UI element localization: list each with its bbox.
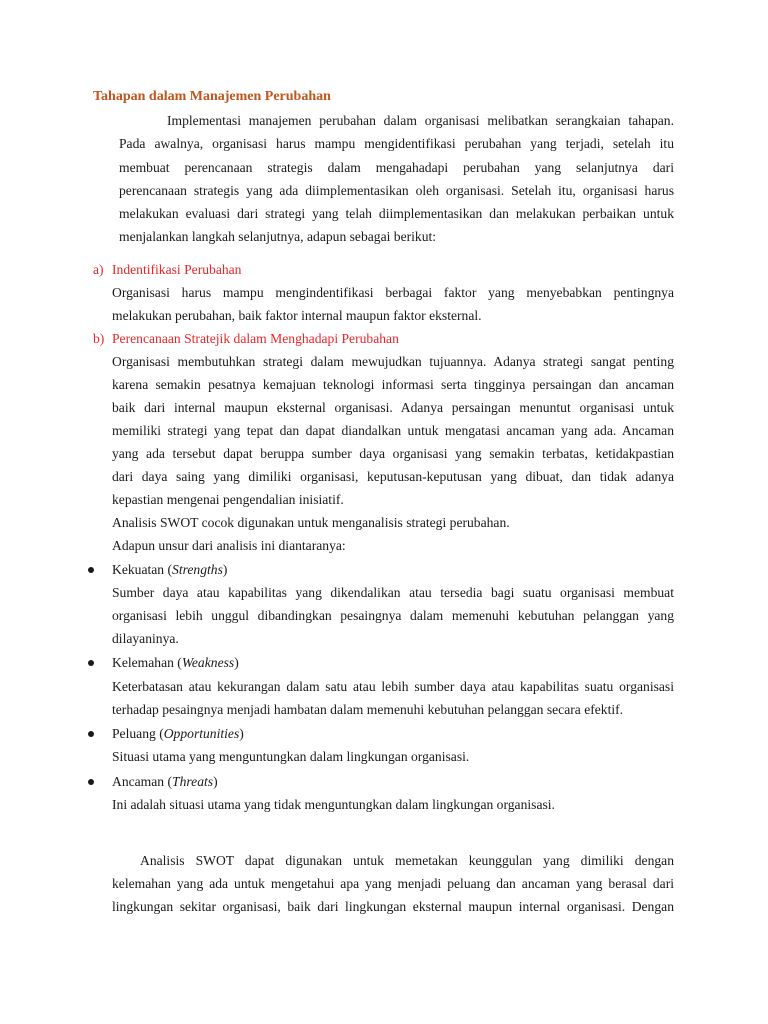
- section-b-line: baik dari internal maupun eksternal organisasi. Adanya persaingan menuntut organisasi untuk: [112, 400, 674, 415]
- bullet-dot: [88, 779, 94, 785]
- section-a-line: Organisasi harus mampu mengindentifikasi berbagai faktor yang menyebabkan pentingnya: [112, 285, 674, 300]
- closing-line: lingkungan sekitar organisasi, baik dari lingkungan eksternal maupun internal organisasi. Dengan: [112, 899, 674, 914]
- bullet-heading-opportunities: Peluang (Opportunities): [112, 726, 244, 741]
- bullet-dot: [88, 731, 94, 737]
- section-b-line: karena semakin pesatnya kemajuan teknologi informasi serta tingginya persaingan dan ancaman: [112, 377, 674, 392]
- bullet-heading-weakness: Kelemahan (Weakness): [112, 655, 239, 670]
- section-heading: Tahapan dalam Manajemen Perubahan: [93, 89, 331, 104]
- closing-line: kelemahan yang ada untuk mengetahui apa yang menjadi peluang dan ancaman yang berasal dari: [112, 876, 674, 891]
- section-b-line: kepastian mengenai pengendalian inisiatif.: [112, 492, 344, 507]
- intro-line: melakukan evaluasi dari strategi yang telah diimplementasikan dan melakukan perbaikan untuk: [119, 206, 674, 221]
- section-a-line: melakukan perubahan, baik faktor internal maupun faktor eksternal.: [112, 308, 482, 323]
- intro-line: Pada awalnya, organisasi harus mampu mengidentifikasi perubahan yang terjadi, setelah itu: [119, 136, 674, 151]
- bullet-heading-threats: Ancaman (Threats): [112, 774, 218, 789]
- bullet-line: Ini adalah situasi utama yang tidak menguntungkan dalam lingkungan organisasi.: [112, 797, 555, 812]
- bullet-line: dilayaninya.: [112, 631, 179, 646]
- section-b-line: yang ada tersebut dapat beruppa sumber daya organisasi yang semakin terbatas, ketidakpastian: [112, 446, 674, 461]
- intro-line: menjalankan langkah selanjutnya, adapun sebagai berikut:: [119, 229, 437, 244]
- intro-line: membuat perencanaan strategis dalam mengahadapi perubahan yang selanjutnya dari: [119, 160, 674, 175]
- bullet-line: Sumber daya atau kapabilitas yang dikendalikan atau tersedia bagi suatu organisasi membuat: [112, 585, 674, 600]
- bullet-line: Keterbatasan atau kekurangan dalam satu atau lebih sumber daya atau kapabilitas suatu organisasi: [112, 679, 674, 694]
- intro-line: Implementasi manajemen perubahan dalam organisasi melibatkan serangkaian tahapan.: [167, 113, 674, 128]
- section-b-line: Organisasi membutuhkan strategi dalam mewujudkan tujuannya. Adanya strategi sangat penting: [112, 354, 674, 369]
- section-b-line: memiliki strategi yang tepat dan dapat diandalkan untuk mengatasi ancaman yang ada. Ancaman: [112, 423, 674, 438]
- bullet-line: terhadap pesaingnya menjadi hambatan dalam memenuhi kebutuhan pelanggan secara efektif.: [112, 702, 624, 717]
- swot-intro-line: Adapun unsur dari analisis ini diantaranya:: [112, 538, 346, 553]
- bullet-line: organisasi lebih unggul dibandingkan pesaingnya dalam memenuhi kebutuhan pelanggan yang: [112, 608, 674, 623]
- bullet-line: Situasi utama yang menguntungkan dalam lingkungan organisasi.: [112, 749, 470, 764]
- closing-line: Analisis SWOT dapat digunakan untuk memetakan keunggulan yang dimiliki dengan: [140, 853, 674, 868]
- list-marker-b: b): [93, 331, 105, 346]
- bullet-heading-strengths: Kekuatan (Strengths): [112, 562, 228, 577]
- section-b-title: Perencanaan Stratejik dalam Menghadapi Perubahan: [112, 331, 399, 346]
- bullet-dot: [88, 567, 94, 573]
- intro-line: perencanaan strategis yang ada diimplementasikan oleh organisasi. Setelah itu, organisasi harus: [119, 183, 674, 198]
- section-b-line: dari daya saing yang dimiliki organisasi, keputusan-keputusan yang dibuat, dan tidak adanya: [112, 469, 674, 484]
- section-a-title: Indentifikasi Perubahan: [112, 262, 242, 277]
- list-marker-a: a): [93, 262, 104, 277]
- bullet-dot: [88, 660, 94, 666]
- swot-intro-line: Analisis SWOT cocok digunakan untuk menganalisis strategi perubahan.: [112, 515, 510, 530]
